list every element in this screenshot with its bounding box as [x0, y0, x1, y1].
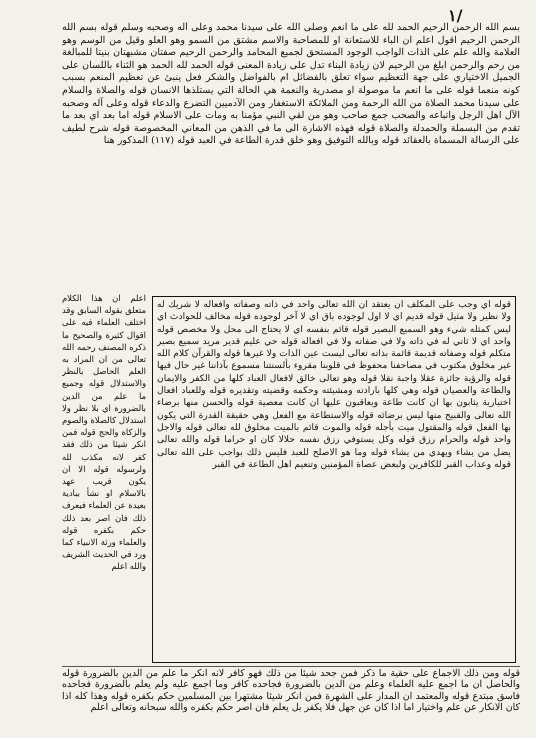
upper-commentary-block: بسم الله الرحمن الرحيم الحمد لله على ما انعم وصلى الله على سيدنا محمد وعلى آله وصحبه وسلم قوله بسم الله الرحمن الرحيم اقول اعلم ان الباء للاستعانة او للمصاحبة والاسم مشتق من السمو وهو العلو وقيل من الوسم وهو العلامة والله علم على الذات الواجب الوجود المستحق لجميع المحامد والرحمن الرحيم صفتان مشبهتان بنيتا للمبالغة من رحم والرحمن ابلغ من الرحيم لان زيادة البناء تدل على زيادة المعنى قوله الحمد لله الحمد هو الثناء باللسان على الجميل الاختياري على جهة التعظيم سواء تعلق بالفضائل ام بالفواضل والشكر فعل ينبئ عن تعظيم المنعم بسبب كونه منعما قوله على ما انعم ما موصولة او مصدرية والنعمة هي الحالة التي يستلذها الانسان قوله والصلاة والسلام على سيدنا محمد الصلاة من الله الرحمة ومن الملائكة الاستغفار ومن الآدميين التضرع والدعاء قوله وعلى آله وصحبه الآل اهل الرجل واتباعه والصحب جمع صاحب وهو من لقي النبي مؤمنا به ومات على الاسلام قوله اما بعد اي بعد ما تقدم من البسملة والحمدلة والصلاة قوله فهذه الاشارة الى ما في الذهن من المعاني المخصوصة قوله شرح لطيف على الرسالة المسماة بالعقائد قوله وبالله التوفيق وهو خلق قدرة الطاعة في العبد قوله (١١٧) المذكور هنا [62, 22, 520, 147]
side-margin-gloss: اعلم ان هذا الكلام متعلق بقوله السابق وقد اختلف العلماء فيه على اقوال كثيرة والصحيح ما ذكره المصنف رحمه الله تعالى من ان المراد به العلم الحاصل بالنظر والاستدلال قوله وجميع ما علم من الدين بالضرورة اي بلا نظر ولا استدلال كالصلاة والصوم والزكاة والحج قوله فمن انكر شيئا من ذلك فقد كفر لانه مكذب لله ولرسوله قوله الا ان يكون قريب عهد بالاسلام او نشأ ببادية بعيدة عن العلماء فيعرف ذلك فان اصر بعد ذلك حكم بكفره قوله والعلماء ورثة الانبياء كما ورد في الحديث الشريف والله اعلم [62, 293, 146, 572]
folio-number: ١/ [448, 6, 463, 25]
lower-commentary-block: قوله ومن ذلك الاجماع على حقية ما ذكر فمن جحد شيئا من ذلك فهو كافر لانه انكر ما علم من الدين بالضرورة قوله والحاصل ان ما اجمع عليه العلماء وعلم من الدين بالضرورة فجاحده كافر وما اجمع عليه ولم يعلم بالضرورة فجاحده فاسق مبتدع قوله والمعتمد ان المدار على الشهرة فمن انكر شيئا مشتهرا بين المسلمين حكم بكفره قوله وهذا كله اذا كان الانكار عن علم واختيار اما اذا كان عن جهل فلا يكفر بل يعلم فان اصر حكم بكفره والله سبحانه وتعالى اعلم [62, 668, 520, 714]
divider-line [62, 666, 520, 667]
framed-main-text-content: قوله اي وجب على المكلف ان يعتقد ان الله تعالى واحد في ذاته وصفاته وافعاله لا شريك له ولا نظير ولا مثيل قوله قديم اي لا اول لوجوده باق اي لا آخر لوجوده قوله مخالف للحوادث اي ليس كمثله شيء وهو السميع البصير قوله قائم بنفسه اي لا يحتاج الى محل ولا مخصص قوله واحد اي لا ثاني له في ذاته ولا في صفاته ولا في افعاله قوله حي عليم قدير مريد سميع بصير متكلم قوله وصفاته قديمة قائمة بذاته تعالى ليست عين الذات ولا غيرها قوله والقرآن كلام الله غير مخلوق مكتوب في مصاحفنا محفوظ في قلوبنا مقروء بألسنتنا مسموع بآذاننا غير حال فيها قوله والرؤية جائزة عقلا واجبة نقلا قوله وهو تعالى خالق لافعال العباد كلها من الكفر والايمان والطاعة والعصيان قوله وهي كلها بارادته ومشيئته وحكمه وقضيته وتقديره قوله وللعباد افعال اختيارية يثابون بها ان كانت طاعة ويعاقبون عليها ان كانت معصية قوله والحسن منها برضاء الله تعالى والقبيح منها ليس برضائه قوله والاستطاعة مع الفعل وهي حقيقة القدرة التي يكون بها الفعل قوله والمقتول ميت بأجله قوله والموت قائم بالميت مخلوق لله تعالى قوله والاجل واحد قوله والحرام رزق قوله وكل يستوفي رزق نفسه حلالا كان او حراما قوله والله تعالى يضل من يشاء ويهدي من يشاء قوله وما هو الاصلح للعبد فليس ذلك بواجب على الله تعالى قوله وعذاب القبر للكافرين ولبعض عصاة المؤمنين وتنعيم اهل الطاعة في القبر [157, 299, 511, 470]
framed-main-text [152, 296, 516, 663]
